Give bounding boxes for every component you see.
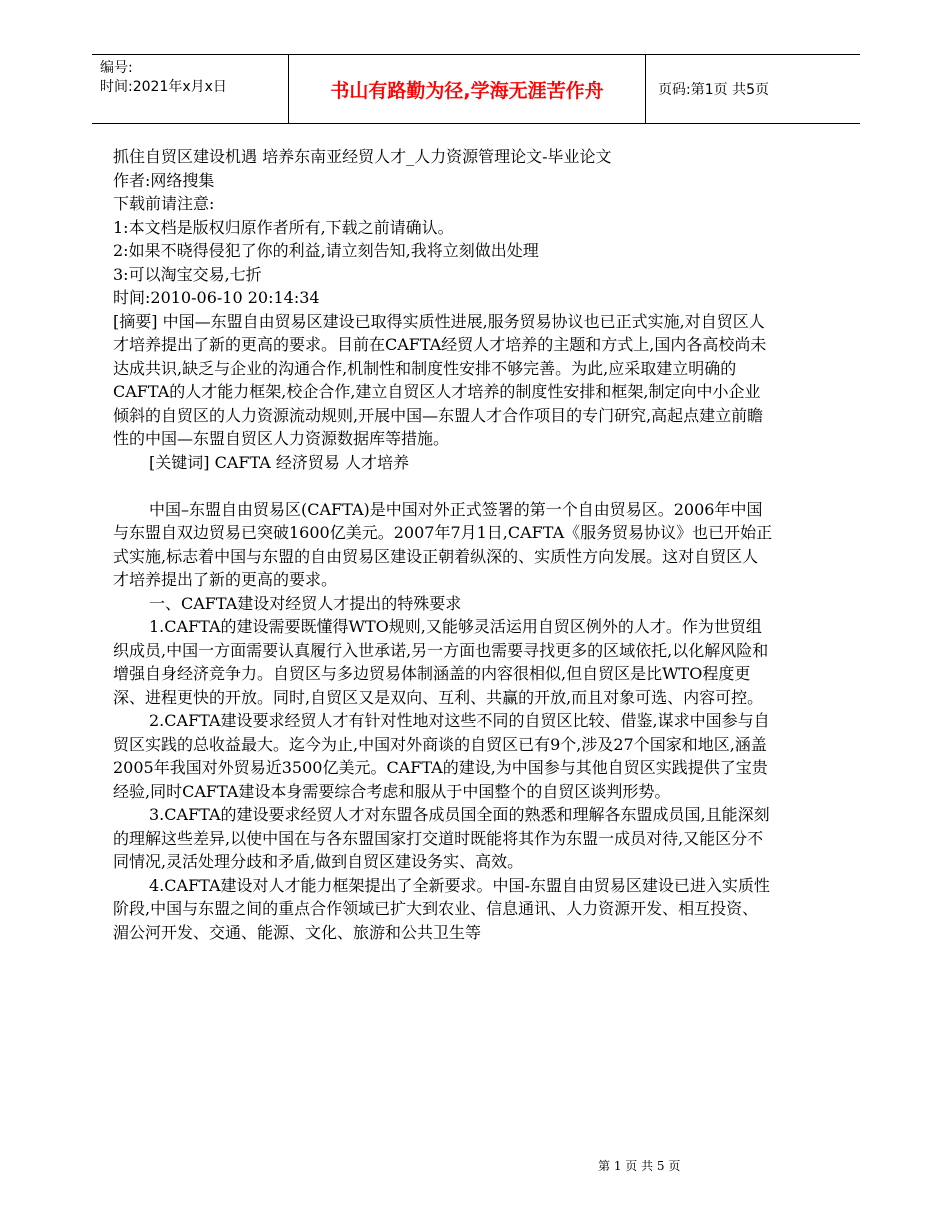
section-heading: 一、CAFTA建设对经贸人才提出的特殊要求 xyxy=(149,593,462,613)
doc-title: 抓住自贸区建设机遇 培养东南亚经贸人才_人力资源管理论文-毕业论文 xyxy=(113,147,612,166)
doc-author: 作者:网络搜集 xyxy=(113,170,215,190)
item-3: 3.CAFTA的建设要求经贸人才对东盟各成员国全面的熟悉和理解各东盟成员国,且能深刻的理解这些差异,以使中国在与各东盟国家打交道时既能将其作为东盟一成员对待,又能区分不同情况,灵活处理分歧和矛盾,做到自贸区建设务实、高效。 xyxy=(113,805,770,871)
paragraph-intro: 中国–东盟自由贸易区(CAFTA)是中国对外正式签署的第一个自由贸易区。2006年中国与东盟自双边贸易已突破1600亿美元。2007年7月1日,CAFTA《服务贸易协议》也已开始正式实施,标志着中国与东盟的自由贸易区建设正朝着纵深的、实质性方向发展。这对自贸区人才培养提出了新的更高的要求。 xyxy=(113,499,773,589)
keywords: [关键词] CAFTA 经济贸易 人才培养 xyxy=(149,452,409,472)
item-4: 4.CAFTA建设对人才能力框架提出了全新要求。中国-东盟自由贸易区建设已进入实质性阶段,中国与东盟之间的重点合作领域已扩大到农业、信息通讯、人力资源开发、相互投资、湄公河开发、交通、能源、文化、旅游和公共卫生等 xyxy=(113,875,770,942)
page-header xyxy=(92,54,860,124)
spacer xyxy=(113,474,773,498)
item-2: 2.CAFTA建设要求经贸人才有针对性地对这些不同的自贸区比较、借鉴,谋求中国参与自贸区实践的总收益最大。迄今为止,中国对外商谈的自贸区已有9个,涉及27个国家和地区,涵盖2005年我国对外贸易近3500亿美元。CAFTA的建设,为中国参与其他自贸区实践提供了宝贵经验,同时CAFTA建设本身需要综合考虑和服从于中国整个的自贸区谈判形势。 xyxy=(113,711,770,801)
notice-1: 1:本文档是版权归原作者所有,下载之前请确认。 xyxy=(113,217,454,237)
item-1: 1.CAFTA的建设需要既懂得WTO规则,又能够灵活运用自贸区例外的人才。作为世贸组织成员,中国一方面需要认真履行入世承诺,另一方面也需要寻找更多的区域依托,以化解风险和增强自身经济竞争力。自贸区与多边贸易体制涵盖的内容很相似,但自贸区是比WTO程度更深、进程更快的开放。同时,自贸区又是双向、互利、共赢的开放,而且对象可选、内容可控。 xyxy=(113,617,769,707)
header-number: 编号: xyxy=(100,60,133,76)
header-meta xyxy=(100,59,227,97)
notice-3: 3:可以淘宝交易,七折 xyxy=(113,264,262,284)
doc-time: 时间:2010-06-10 20:14:34 xyxy=(113,288,320,307)
notice-title: 下载前请注意: xyxy=(113,194,215,213)
page-footer: 第 1 页 共 5 页 xyxy=(598,1159,681,1173)
abstract: [摘要] 中国—东盟自由贸易区建设已取得实质性进展,服务贸易协议也已正式实施,对自贸区人才培养提出了新的更高的要求。目前在CAFTA经贸人才培养的主题和方式上,国内各高校尚未达成共识,缺乏与企业的沟通合作,机制性和制度性安排不够完善。为此,应采取建立明确的CAFTA的人才能力框架,校企合作,建立自贸区人才培养的制度性安排和框架,制定向中小企业倾斜的自贸区的人力资源流动规则,开展中国—东盟人才合作项目的专门研究,高起点建立前瞻性的中国—东盟自贸区人力资源数据库等措施。 xyxy=(113,311,767,448)
header-motto: 书山有路勤为径,学海无涯苦作舟 xyxy=(288,55,646,123)
header-page: 页码:第1页 共5页 xyxy=(658,82,769,98)
notice-2: 2:如果不晓得侵犯了你的利益,请立刻告知,我将立刻做出处理 xyxy=(113,241,539,260)
header-time: 时间:2021年x月x日 xyxy=(100,79,227,95)
document-body xyxy=(113,145,773,944)
